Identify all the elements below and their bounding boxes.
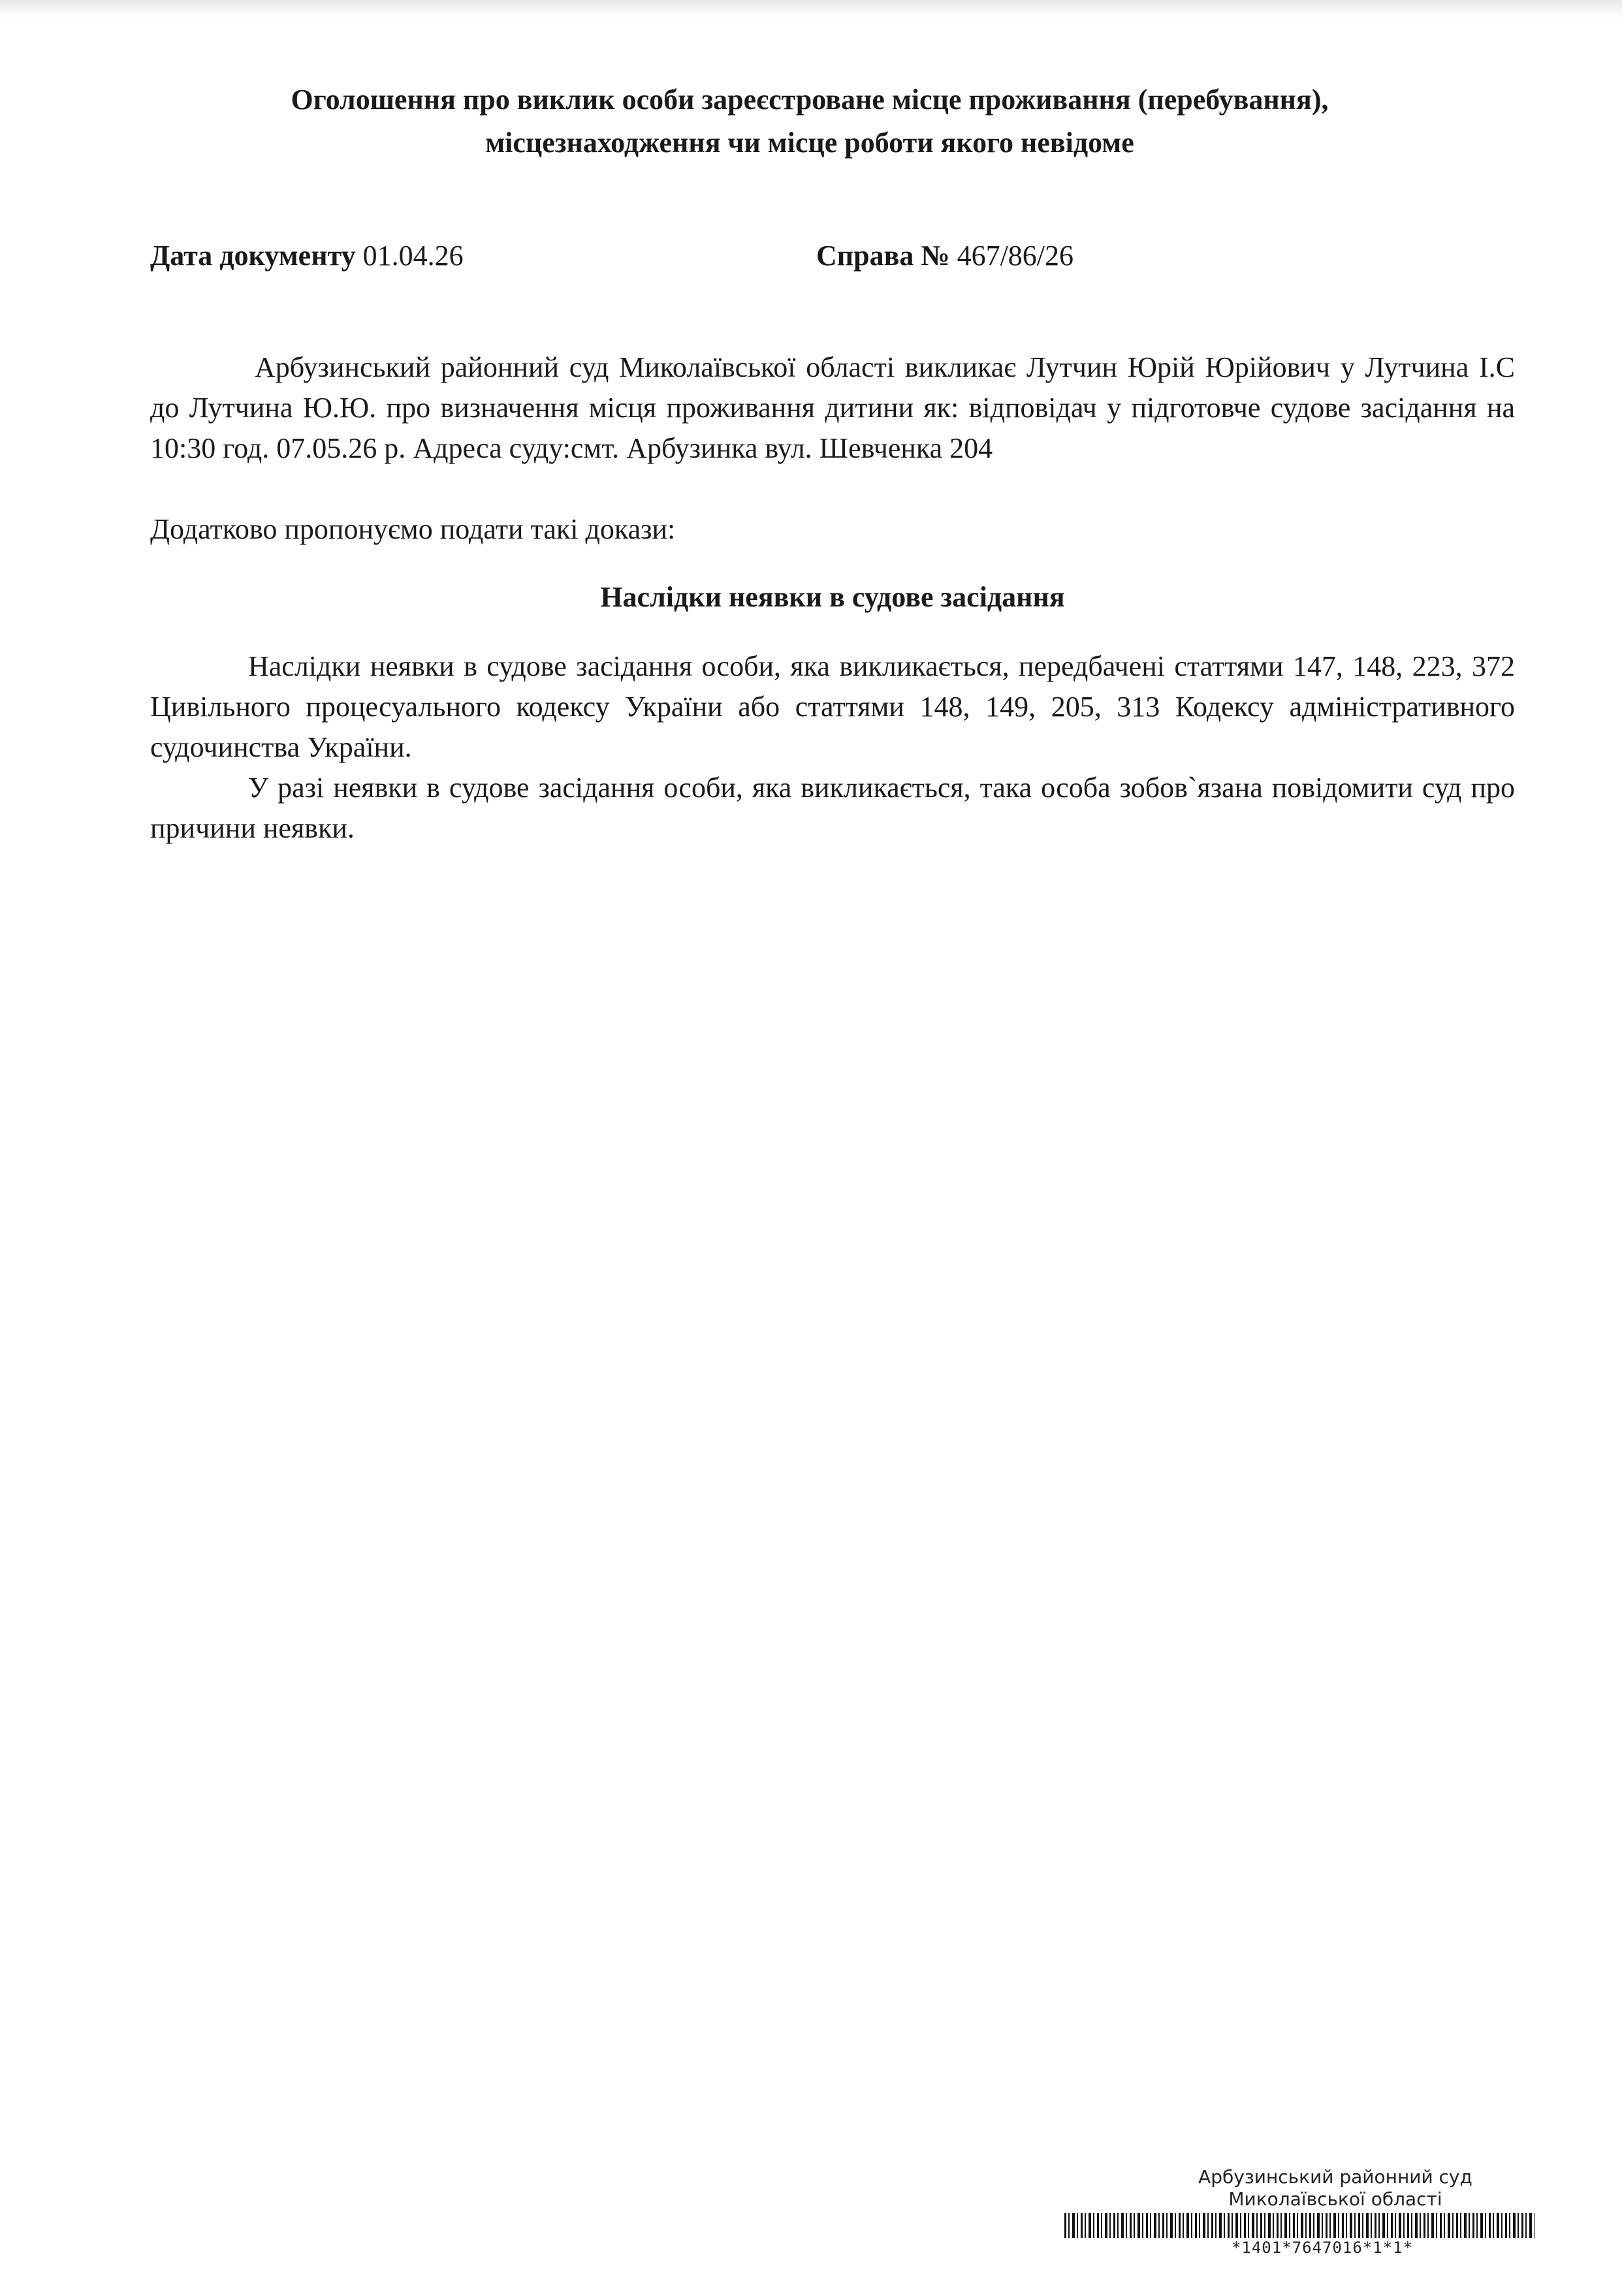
summons-text: Арбузинський районний суд Миколаївської області викликає Лутчин Юрій Юрійович у Лутчина І.С до Лутчина Ю.Ю. про визначення місця проживання дитини як: відповідач у підготовче судове засідання на 10:30 год. 07.05.26 р. Адреса суду:смт. Арбузинка вул. Шевченка 204 <box>150 351 1515 464</box>
document-date <box>150 236 464 275</box>
stamp-region: Миколаївської області <box>1228 2188 1442 2210</box>
consequences-text: Наслідки неявки в судове засідання особи, яка викликається, передбачені статтями 147, 148, 223, 372 Цивільного процесуального кодексу України або статтями 148, 149, 205, 313 Кодексу адміністративного судочинства України. <box>150 650 1515 763</box>
barcode-text: *1401*7647016*1*1* <box>1231 2239 1414 2257</box>
title-line-2: місцезнаходження чи місце роботи якого невідоме <box>485 127 1134 159</box>
title-line-1: Оголошення про виклик особи зареєстроване місце проживання (перебування), <box>291 84 1329 116</box>
section-heading: Наслідки неявки в судове засідання <box>600 581 1065 613</box>
stamp-court-name: Арбузинський районний суд <box>1198 2166 1472 2188</box>
case-value: 467/86/26 <box>957 240 1074 272</box>
summons-paragraph <box>150 347 1515 469</box>
barcode <box>1064 2213 1535 2238</box>
consequences-paragraph <box>150 646 1515 768</box>
obligation-text: У разі неявки в судове засідання особи, яка викликається, така особа зобов`язана повідомити суд про причини неявки. <box>150 772 1515 844</box>
document-title <box>150 78 1469 165</box>
scan-edge-shade <box>0 0 1622 18</box>
court-stamp <box>1032 2166 1541 2257</box>
date-value: 01.04.26 <box>362 240 464 272</box>
case-number <box>816 236 1073 275</box>
date-label: Дата документу <box>150 240 356 272</box>
evidence-paragraph: Додатково пропонуємо подати такі докази: <box>150 513 676 545</box>
obligation-paragraph <box>150 768 1515 849</box>
case-label: Справа № <box>816 240 950 272</box>
